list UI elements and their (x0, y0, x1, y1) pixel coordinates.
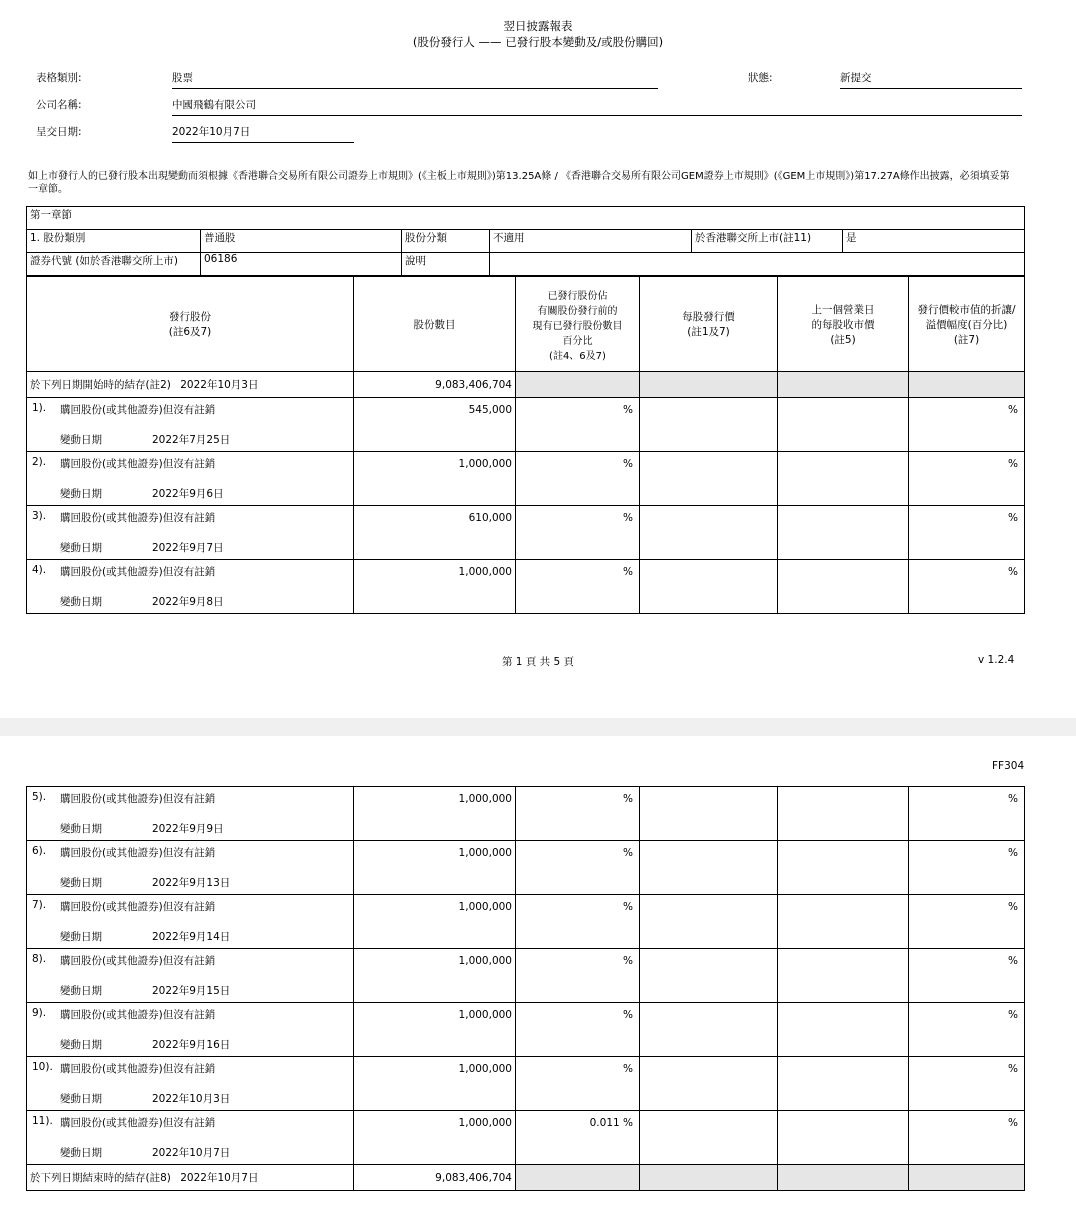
entry-desc-cell (27, 841, 354, 895)
entry-close-price (778, 841, 909, 895)
entry-discount: % (909, 895, 1025, 949)
grey-cell (778, 372, 909, 398)
intro-text: 如上市發行人的已發行股本出現變動而須根據《香港聯合交易所有限公司證券上市規則》(《主板上市規則》)第13.25A條 / 《香港聯合交易所有限公司GEM證券上市規則》(《GEM上市規則》)第17.27A條作出披露，必須填妥第一章節。 (28, 171, 1010, 195)
entry-issue-price (640, 1057, 778, 1111)
entry-discount: % (909, 1057, 1025, 1111)
change-date-value: 2022年9月13日 (152, 877, 231, 889)
entry-number: 4). (32, 564, 47, 576)
entry-issue-price (640, 895, 778, 949)
opening-balance-cell (27, 372, 354, 398)
status-label: 狀態: (748, 72, 773, 84)
entry-shares: 1,000,000 (354, 895, 516, 949)
change-date-label: 變動日期 (60, 823, 102, 835)
entry-close-price (778, 452, 909, 506)
change-date-label: 變動日期 (60, 931, 102, 943)
entry-close-price (778, 560, 909, 614)
entry-issue-price (640, 949, 778, 1003)
entry-desc-cell (27, 895, 354, 949)
entry-number: 9). (32, 1007, 47, 1019)
col-header-share-count: 股份數目 (354, 277, 516, 372)
grey-cell (909, 372, 1025, 398)
entry-desc-cell (27, 398, 354, 452)
entry-pct: % (516, 1003, 640, 1057)
share-category-label: 股份分類 (402, 230, 490, 253)
entry-pct: % (516, 787, 640, 841)
entry-description: 購回股份(或其他證券)但沒有註銷 (60, 1009, 216, 1021)
entry-number: 5). (32, 791, 47, 803)
entry-close-price (778, 398, 909, 452)
entry-number: 2). (32, 456, 47, 468)
entry-desc-cell (27, 949, 354, 1003)
entry-desc-cell (27, 1057, 354, 1111)
col-header-issued-shares: 發行股份 (註6及7) (27, 277, 354, 372)
entry-issue-price (640, 1003, 778, 1057)
change-date-value: 2022年10月7日 (152, 1147, 231, 1159)
form-title: 翌日披露報表 (503, 19, 573, 33)
form-type-label: 表格類別: (36, 72, 82, 84)
entry-shares: 1,000,000 (354, 560, 516, 614)
company-value: 中國飛鶴有限公司 (172, 97, 1022, 116)
grey-cell (778, 1165, 909, 1191)
share-class-label: 1. 股份類別 (27, 230, 201, 253)
entry-description: 購回股份(或其他證券)但沒有註銷 (60, 566, 216, 578)
remark-label: 說明 (402, 253, 490, 276)
company-label: 公司名稱: (36, 99, 82, 111)
table-row (27, 949, 1025, 1003)
entry-shares: 1,000,000 (354, 841, 516, 895)
entry-discount: % (909, 398, 1025, 452)
table-row (27, 452, 1025, 506)
change-date-label: 變動日期 (60, 1147, 102, 1159)
movements-table-page1 (26, 276, 1025, 614)
entry-description: 購回股份(或其他證券)但沒有註銷 (60, 847, 216, 859)
entry-issue-price (640, 506, 778, 560)
change-date-value: 2022年9月7日 (152, 542, 224, 554)
table-row (27, 398, 1025, 452)
entry-description: 購回股份(或其他證券)但沒有註銷 (60, 955, 216, 967)
entry-description: 購回股份(或其他證券)但沒有註銷 (60, 512, 216, 524)
entry-desc-cell (27, 506, 354, 560)
change-date-value: 2022年7月25日 (152, 434, 231, 446)
grey-cell (516, 372, 640, 398)
entry-number: 1). (32, 402, 47, 414)
entry-shares: 610,000 (354, 506, 516, 560)
entry-number: 8). (32, 953, 47, 965)
date-label: 呈交日期: (36, 126, 82, 138)
entry-discount: % (909, 452, 1025, 506)
change-date-value: 2022年10月3日 (152, 1093, 231, 1105)
table-row (27, 787, 1025, 841)
entry-close-price (778, 1057, 909, 1111)
stock-code-value: 06186 (201, 253, 402, 276)
entry-issue-price (640, 1111, 778, 1165)
stock-code-label: 證券代號 (如於香港聯交所上市) (27, 253, 201, 276)
entry-desc-cell (27, 1003, 354, 1057)
entry-discount: % (909, 560, 1025, 614)
entry-pct: % (516, 1057, 640, 1111)
entry-pct: % (516, 560, 640, 614)
entry-pct: % (516, 398, 640, 452)
col-header-discount: 發行價較市值的折讓/ 溢價幅度(百分比) (註7) (909, 277, 1025, 372)
entry-close-price (778, 1111, 909, 1165)
table-row (27, 1057, 1025, 1111)
entry-desc-cell (27, 1111, 354, 1165)
entry-close-price (778, 787, 909, 841)
entry-close-price (778, 895, 909, 949)
entry-description: 購回股份(或其他證券)但沒有註銷 (60, 458, 216, 470)
entry-issue-price (640, 452, 778, 506)
entry-close-price (778, 506, 909, 560)
table-row (27, 1003, 1025, 1057)
opening-balance-shares: 9,083,406,704 (354, 372, 516, 398)
entry-number: 10). (32, 1061, 53, 1073)
listed-value: 是 (843, 230, 1025, 253)
entry-shares: 1,000,000 (354, 452, 516, 506)
entry-shares: 1,000,000 (354, 787, 516, 841)
col-header-pct: 已發行股份佔 有關股份發行前的 現有已發行股份數目 百分比 (註4、6及7) (516, 277, 640, 372)
section-title: 第一章節 (27, 207, 1025, 230)
change-date-value: 2022年9月14日 (152, 931, 231, 943)
movements-table-page2 (26, 786, 1025, 1191)
entry-desc-cell (27, 787, 354, 841)
form-code: FF304 (992, 760, 1025, 772)
change-date-label: 變動日期 (60, 542, 102, 554)
entry-issue-price (640, 841, 778, 895)
entry-number: 3). (32, 510, 47, 522)
entry-discount: % (909, 506, 1025, 560)
listed-label: 於香港聯交所上市(註11) (692, 230, 843, 253)
grey-cell (909, 1165, 1025, 1191)
entry-desc-cell (27, 560, 354, 614)
entry-discount: % (909, 787, 1025, 841)
change-date-value: 2022年9月9日 (152, 823, 224, 835)
table-row (27, 560, 1025, 614)
entry-close-price (778, 949, 909, 1003)
entry-number: 11). (32, 1115, 53, 1127)
form-type-value: 股票 (172, 70, 658, 89)
form-subtitle: (股份發行人 —— 已發行股本變動及/或股份購回) (412, 35, 664, 49)
remark-value (490, 253, 1025, 276)
change-date-label: 變動日期 (60, 985, 102, 997)
change-date-value: 2022年9月8日 (152, 596, 224, 608)
table-row (27, 1111, 1025, 1165)
version-label: v 1.2.4 (978, 654, 1015, 666)
grey-cell (516, 1165, 640, 1191)
change-date-value: 2022年9月15日 (152, 985, 231, 997)
entry-issue-price (640, 787, 778, 841)
closing-balance-date: 2022年10月7日 (180, 1172, 259, 1184)
col-header-issue-price: 每股發行價 (註1及7) (640, 277, 778, 372)
table-row (27, 506, 1025, 560)
entry-pct: 0.011 % (516, 1111, 640, 1165)
entry-pct: % (516, 506, 640, 560)
grey-cell (640, 372, 778, 398)
change-date-label: 變動日期 (60, 1093, 102, 1105)
section-info-table (26, 206, 1025, 276)
entry-pct: % (516, 841, 640, 895)
entry-discount: % (909, 1111, 1025, 1165)
closing-balance-label: 於下列日期結束時的結存(註8) (30, 1172, 171, 1184)
change-date-value: 2022年9月6日 (152, 488, 224, 500)
entry-number: 7). (32, 899, 47, 911)
entry-shares: 1,000,000 (354, 949, 516, 1003)
opening-balance-date: 2022年10月3日 (180, 379, 259, 391)
page-number: 第 1 頁 共 5 頁 (501, 656, 575, 668)
entry-issue-price (640, 560, 778, 614)
status-value: 新提交 (840, 70, 1022, 89)
entry-close-price (778, 1003, 909, 1057)
change-date-value: 2022年9月16日 (152, 1039, 231, 1051)
share-category-value: 不適用 (490, 230, 692, 253)
col-header-close-price: 上一個營業日 的每股收市價 (註5) (778, 277, 909, 372)
entry-description: 購回股份(或其他證券)但沒有註銷 (60, 901, 216, 913)
entry-shares: 1,000,000 (354, 1057, 516, 1111)
entry-number: 6). (32, 845, 47, 857)
entry-description: 購回股份(或其他證券)但沒有註銷 (60, 1117, 216, 1129)
entry-shares: 545,000 (354, 398, 516, 452)
change-date-label: 變動日期 (60, 877, 102, 889)
change-date-label: 變動日期 (60, 488, 102, 500)
closing-balance-cell (27, 1165, 354, 1191)
entry-desc-cell (27, 452, 354, 506)
entry-shares: 1,000,000 (354, 1003, 516, 1057)
entry-discount: % (909, 949, 1025, 1003)
share-class-value: 普通股 (201, 230, 402, 253)
entry-discount: % (909, 1003, 1025, 1057)
opening-balance-label: 於下列日期開始時的結存(註2) (30, 379, 171, 391)
change-date-label: 變動日期 (60, 434, 102, 446)
table-row (27, 841, 1025, 895)
entry-description: 購回股份(或其他證券)但沒有註銷 (60, 793, 216, 805)
table-row (27, 895, 1025, 949)
grey-cell (640, 1165, 778, 1191)
change-date-label: 變動日期 (60, 596, 102, 608)
entry-pct: % (516, 452, 640, 506)
entry-issue-price (640, 398, 778, 452)
entry-description: 購回股份(或其他證券)但沒有註銷 (60, 1063, 216, 1075)
page-separator (0, 718, 1076, 736)
entry-discount: % (909, 841, 1025, 895)
closing-balance-shares: 9,083,406,704 (354, 1165, 516, 1191)
change-date-label: 變動日期 (60, 1039, 102, 1051)
entry-pct: % (516, 895, 640, 949)
entry-description: 購回股份(或其他證券)但沒有註銷 (60, 404, 216, 416)
entry-pct: % (516, 949, 640, 1003)
date-value: 2022年10月7日 (172, 124, 354, 143)
entry-shares: 1,000,000 (354, 1111, 516, 1165)
